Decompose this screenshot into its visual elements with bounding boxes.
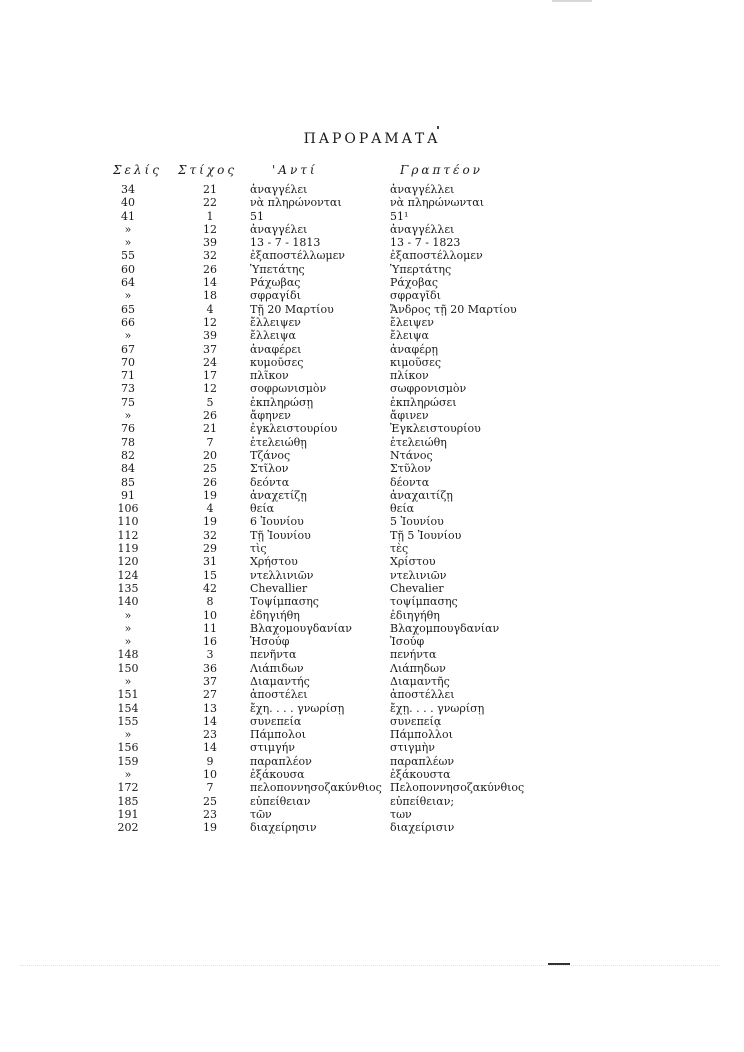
page-number: 65 bbox=[121, 302, 135, 316]
correct-text: Ντάνος bbox=[390, 448, 433, 462]
correct-text: Τῇ 5 Ἰουνίου bbox=[390, 528, 462, 542]
incorrect-text: συνεπεία bbox=[250, 714, 302, 728]
line-number: 19 bbox=[203, 488, 217, 502]
page-number: 76 bbox=[121, 422, 135, 436]
line-number: 15 bbox=[203, 568, 217, 582]
page-number: » bbox=[124, 289, 132, 303]
correct-text: συνεπείᾳ bbox=[390, 714, 442, 728]
incorrect-text: σοφρωνισμὸν bbox=[250, 382, 327, 396]
errata-row bbox=[0, 795, 744, 808]
header-page: Σελίς bbox=[113, 163, 162, 177]
errata-row bbox=[0, 515, 744, 528]
line-number: 9 bbox=[206, 754, 214, 768]
line-number: 25 bbox=[203, 462, 217, 476]
line-number: 32 bbox=[203, 528, 217, 542]
page-number: 91 bbox=[121, 488, 135, 502]
correct-text: ἄφινεν bbox=[390, 409, 429, 423]
incorrect-text: Chevallier bbox=[250, 581, 308, 595]
correct-text: εὐπείθειαν; bbox=[390, 794, 455, 808]
errata-row bbox=[0, 688, 744, 701]
line-number: 23 bbox=[203, 728, 217, 742]
page-number: 124 bbox=[117, 568, 139, 582]
incorrect-text: Λιάπιδων bbox=[250, 661, 304, 675]
line-number: 24 bbox=[203, 355, 217, 369]
correct-text: σφραγῖδι bbox=[390, 289, 441, 303]
page-number: 60 bbox=[121, 262, 135, 276]
page-number: 84 bbox=[121, 462, 135, 476]
incorrect-text: τὶς bbox=[250, 542, 267, 556]
line-number: 3 bbox=[206, 648, 214, 662]
incorrect-text: Ράχωβας bbox=[250, 276, 301, 290]
line-number: 31 bbox=[203, 555, 217, 569]
page-number: » bbox=[124, 222, 132, 236]
correct-text: Βλαχομπουγδανίαν bbox=[390, 621, 500, 635]
page-number: 156 bbox=[117, 741, 139, 755]
line-number: 26 bbox=[203, 409, 217, 423]
correct-text: Chevalier bbox=[390, 581, 444, 595]
line-number: 12 bbox=[203, 222, 217, 236]
line-number: 23 bbox=[203, 807, 217, 821]
correct-text: Ἰσούφ bbox=[390, 635, 425, 649]
scan-mark-top bbox=[552, 0, 592, 2]
line-number: 17 bbox=[203, 369, 217, 383]
errata-row bbox=[0, 582, 744, 595]
correct-text: Ἐγκλειστουρίου bbox=[390, 422, 481, 436]
errata-row bbox=[0, 715, 744, 728]
errata-row bbox=[0, 781, 744, 794]
incorrect-text: ἔχη. . . . γνωρίσῃ bbox=[250, 701, 345, 715]
correct-text: κιμοῦσες bbox=[390, 355, 442, 369]
errata-row bbox=[0, 422, 744, 435]
incorrect-text: Ἡσούφ bbox=[250, 635, 290, 649]
page-number: 140 bbox=[117, 595, 139, 609]
line-number: 21 bbox=[203, 183, 217, 196]
line-number: 19 bbox=[203, 515, 217, 529]
errata-row bbox=[0, 409, 744, 422]
incorrect-text: Τῇ 20 Μαρτίου bbox=[250, 302, 334, 316]
correct-text: Πελοποννησοζακύνθιος bbox=[390, 781, 525, 795]
page-number: 71 bbox=[121, 369, 135, 383]
incorrect-text: διαχείρησιν bbox=[250, 821, 317, 835]
page-number: 135 bbox=[117, 581, 139, 595]
incorrect-text: Τοψίμπασης bbox=[250, 595, 319, 609]
line-number: 11 bbox=[203, 621, 217, 635]
page-number: 85 bbox=[121, 475, 135, 489]
incorrect-text: πενῆντα bbox=[250, 648, 297, 662]
line-number: 10 bbox=[203, 608, 217, 622]
incorrect-text: ἀναχετίζῃ bbox=[250, 488, 307, 502]
correct-text: ἐτελειώθη bbox=[390, 435, 447, 449]
line-number: 20 bbox=[203, 448, 217, 462]
page-number: 172 bbox=[117, 781, 139, 795]
errata-row bbox=[0, 316, 744, 329]
incorrect-text: ἐξάκουσα bbox=[250, 768, 305, 782]
incorrect-text: Τζάνος bbox=[250, 448, 291, 462]
errata-row bbox=[0, 289, 744, 302]
header-line: Στίχος bbox=[178, 163, 238, 177]
errata-row bbox=[0, 768, 744, 781]
incorrect-text: θεία bbox=[250, 502, 275, 516]
correct-text: ἐδιηγήθη bbox=[390, 608, 440, 622]
line-number: 16 bbox=[203, 635, 217, 649]
incorrect-text: ἀναγγέλει bbox=[250, 183, 308, 196]
errata-table bbox=[0, 183, 744, 835]
header-write: Γραπτέον bbox=[400, 163, 483, 177]
errata-row bbox=[0, 462, 744, 475]
errata-row bbox=[0, 303, 744, 316]
incorrect-text: Διαμαντής bbox=[250, 674, 310, 688]
errata-row bbox=[0, 675, 744, 688]
correct-text: νὰ πληρώνωνται bbox=[390, 196, 485, 210]
incorrect-text: ἀποστέλει bbox=[250, 688, 308, 702]
incorrect-text: Βλαχομουγδανίαν bbox=[250, 621, 352, 635]
incorrect-text: πλῖκον bbox=[250, 369, 289, 383]
errata-row bbox=[0, 808, 744, 821]
correct-text: ἐκπληρώσει bbox=[390, 395, 457, 409]
incorrect-text: τῶν bbox=[250, 807, 272, 821]
correct-text: τὲς bbox=[390, 542, 409, 556]
page-number: 110 bbox=[117, 515, 139, 529]
incorrect-text: ἀναγγέλει bbox=[250, 222, 308, 236]
scan-mark-bottom bbox=[548, 963, 570, 965]
page-number: 202 bbox=[117, 821, 139, 835]
incorrect-text: δεόντα bbox=[250, 475, 290, 489]
incorrect-text: Στῖλον bbox=[250, 462, 289, 476]
incorrect-text: σφραγίδι bbox=[250, 289, 301, 303]
incorrect-text: ἄφηνεν bbox=[250, 409, 291, 423]
errata-row bbox=[0, 343, 744, 356]
errata-row bbox=[0, 329, 744, 342]
correct-text: 13 - 7 - 1823 bbox=[390, 236, 461, 250]
incorrect-text: Ὑπετάτης bbox=[250, 262, 305, 276]
errata-row bbox=[0, 502, 744, 515]
line-number: 37 bbox=[203, 342, 217, 356]
line-number: 13 bbox=[203, 701, 217, 715]
correct-text: Ράχοβας bbox=[390, 276, 439, 290]
errata-row bbox=[0, 648, 744, 661]
errata-row bbox=[0, 476, 744, 489]
page-number: 106 bbox=[117, 502, 139, 516]
errata-row bbox=[0, 569, 744, 582]
correct-text: Χρίστου bbox=[390, 555, 436, 569]
errata-row bbox=[0, 449, 744, 462]
line-number: 26 bbox=[203, 475, 217, 489]
errata-row bbox=[0, 622, 744, 635]
incorrect-text: Χρήστου bbox=[250, 555, 298, 569]
correct-text: 5 Ἰουνίου bbox=[390, 515, 444, 529]
line-number: 27 bbox=[203, 688, 217, 702]
correct-text: των bbox=[390, 807, 412, 821]
page-number: 55 bbox=[121, 249, 135, 263]
errata-row bbox=[0, 236, 744, 249]
page-number: 41 bbox=[121, 209, 135, 223]
line-number: 8 bbox=[206, 595, 214, 609]
page-number: 34 bbox=[121, 183, 135, 196]
page-number: 148 bbox=[117, 648, 139, 662]
errata-row bbox=[0, 609, 744, 622]
errata-row bbox=[0, 821, 744, 834]
incorrect-text: στιμγήν bbox=[250, 741, 295, 755]
correct-text: ἔλειψεν bbox=[390, 315, 434, 329]
errata-row bbox=[0, 356, 744, 369]
errata-row bbox=[0, 662, 744, 675]
incorrect-text: ἔλλειψα bbox=[250, 329, 296, 343]
line-number: 12 bbox=[203, 315, 217, 329]
line-number: 25 bbox=[203, 794, 217, 808]
page-number: 155 bbox=[117, 714, 139, 728]
line-number: 26 bbox=[203, 262, 217, 276]
correct-text: στιγμὴν bbox=[390, 741, 435, 755]
page-number: » bbox=[124, 329, 132, 343]
line-number: 7 bbox=[206, 435, 214, 449]
line-number: 4 bbox=[206, 502, 214, 516]
line-number: 14 bbox=[203, 714, 217, 728]
page-number: 64 bbox=[121, 276, 135, 290]
errata-row bbox=[0, 210, 744, 223]
correct-text: Πάμπολλοι bbox=[390, 728, 453, 742]
correct-text: πλίκον bbox=[390, 369, 429, 383]
incorrect-text: νὰ πληρώνονται bbox=[250, 196, 342, 210]
page-number: 66 bbox=[121, 315, 135, 329]
incorrect-text: ντελλινιῶν bbox=[250, 568, 314, 582]
page-number: 112 bbox=[117, 528, 139, 542]
line-number: 7 bbox=[206, 781, 214, 795]
page-number: 191 bbox=[117, 807, 139, 821]
incorrect-text: ἀναφέρει bbox=[250, 342, 302, 356]
page-number: 151 bbox=[117, 688, 139, 702]
correct-text: Διαμαντῆς bbox=[390, 674, 450, 688]
correct-text: πενήντα bbox=[390, 648, 437, 662]
errata-row bbox=[0, 595, 744, 608]
correct-text: 51¹ bbox=[390, 209, 409, 223]
page-number: 159 bbox=[117, 754, 139, 768]
incorrect-text: παραπλέον bbox=[250, 754, 312, 768]
incorrect-text: Τῇ Ἰουνίου bbox=[250, 528, 311, 542]
page-number: » bbox=[124, 768, 132, 782]
correct-text: Ἄνδρος τῇ 20 Μαρτίου bbox=[390, 302, 517, 316]
errata-row bbox=[0, 249, 744, 262]
incorrect-text: ἐδηγιήθη bbox=[250, 608, 300, 622]
incorrect-text: εὐπείθειαν bbox=[250, 794, 311, 808]
errata-row bbox=[0, 263, 744, 276]
incorrect-text: ἐγκλειστουρίου bbox=[250, 422, 338, 436]
errata-row bbox=[0, 436, 744, 449]
correct-text: διαχείρισιν bbox=[390, 821, 455, 835]
line-number: 12 bbox=[203, 382, 217, 396]
incorrect-text: Πάμπολοι bbox=[250, 728, 306, 742]
errata-row bbox=[0, 741, 744, 754]
page-number: 150 bbox=[117, 661, 139, 675]
errata-row bbox=[0, 183, 744, 196]
page-number: » bbox=[124, 409, 132, 423]
page-number: 67 bbox=[121, 342, 135, 356]
correct-text: τοψίμπασης bbox=[390, 595, 458, 609]
correct-text: ἀναφέρῃ bbox=[390, 342, 439, 356]
page-number: » bbox=[124, 728, 132, 742]
page-number: » bbox=[124, 236, 132, 250]
line-number: 37 bbox=[203, 674, 217, 688]
line-number: 18 bbox=[203, 289, 217, 303]
errata-row bbox=[0, 276, 744, 289]
incorrect-text: ἔλλειψεν bbox=[250, 315, 301, 329]
line-number: 36 bbox=[203, 661, 217, 675]
errata-row bbox=[0, 396, 744, 409]
correct-text: παραπλέων bbox=[390, 754, 455, 768]
correct-text: Λιάπηδων bbox=[390, 661, 446, 675]
page-number: » bbox=[124, 674, 132, 688]
line-number: 32 bbox=[203, 249, 217, 263]
line-number: 21 bbox=[203, 422, 217, 436]
correct-text: Ὑπερτάτης bbox=[390, 262, 452, 276]
page-number: 185 bbox=[117, 794, 139, 808]
page-number: 82 bbox=[121, 448, 135, 462]
page-number: 70 bbox=[121, 355, 135, 369]
line-number: 1 bbox=[206, 209, 214, 223]
line-number: 42 bbox=[203, 581, 217, 595]
correct-text: ντελινιῶν bbox=[390, 568, 447, 582]
incorrect-text: πελοποννησοζακύνθιος bbox=[250, 781, 382, 795]
correct-text: δέοντα bbox=[390, 475, 430, 489]
incorrect-text: 6 Ἰουνίου bbox=[250, 515, 304, 529]
errata-row bbox=[0, 728, 744, 741]
errata-row bbox=[0, 542, 744, 555]
errata-row bbox=[0, 702, 744, 715]
errata-row bbox=[0, 223, 744, 236]
line-number: 39 bbox=[203, 236, 217, 250]
errata-row bbox=[0, 369, 744, 382]
page-number: 73 bbox=[121, 382, 135, 396]
incorrect-text: 13 - 7 - 1813 bbox=[250, 236, 321, 250]
line-number: 14 bbox=[203, 276, 217, 290]
errata-row bbox=[0, 755, 744, 768]
incorrect-text: ἐτελειώθῃ bbox=[250, 435, 307, 449]
correct-text: θεία bbox=[390, 502, 415, 516]
correct-text: ἀποστέλλει bbox=[390, 688, 455, 702]
page-number: 119 bbox=[117, 542, 139, 556]
incorrect-text: ἐξαποστέλλωμεν bbox=[250, 249, 345, 263]
errata-row bbox=[0, 196, 744, 209]
scan-specks bbox=[20, 965, 720, 967]
errata-row bbox=[0, 635, 744, 648]
errata-row bbox=[0, 489, 744, 502]
line-number: 19 bbox=[203, 821, 217, 835]
page-number: » bbox=[124, 635, 132, 649]
line-number: 5 bbox=[206, 395, 214, 409]
page-number: 75 bbox=[121, 395, 135, 409]
header-instead: 'Αντί bbox=[272, 163, 318, 177]
correct-text: ἀναγγέλλει bbox=[390, 183, 455, 196]
errata-header-row bbox=[0, 163, 744, 179]
correct-text: σωφρονισμὸν bbox=[390, 382, 467, 396]
line-number: 4 bbox=[206, 302, 214, 316]
errata-row bbox=[0, 555, 744, 568]
errata-row bbox=[0, 529, 744, 542]
line-number: 29 bbox=[203, 542, 217, 556]
line-number: 10 bbox=[203, 768, 217, 782]
page-number: 40 bbox=[121, 196, 135, 210]
line-number: 22 bbox=[203, 196, 217, 210]
page-number: 78 bbox=[121, 435, 135, 449]
incorrect-text: κυμοῦσες bbox=[250, 355, 304, 369]
page-number: 120 bbox=[117, 555, 139, 569]
correct-text: ἔχῃ. . . . γνωρίσῃ bbox=[390, 701, 485, 715]
line-number: 39 bbox=[203, 329, 217, 343]
incorrect-text: 51 bbox=[250, 209, 264, 223]
ink-speck bbox=[437, 126, 439, 129]
page-number: » bbox=[124, 608, 132, 622]
correct-text: ἀναχαιτίζῃ bbox=[390, 488, 453, 502]
correct-text: ἐξάκουστα bbox=[390, 768, 451, 782]
page-title: ΠΑΡΟΡΑΜΑΤΑ bbox=[303, 131, 441, 147]
correct-text: Στῦλον bbox=[390, 462, 431, 476]
incorrect-text: ἐκπληρώσῃ bbox=[250, 395, 314, 409]
correct-text: ἐξαποστέλλομεν bbox=[390, 249, 483, 263]
page-number: 154 bbox=[117, 701, 139, 715]
page-number: » bbox=[124, 621, 132, 635]
correct-text: ἔλειψα bbox=[390, 329, 429, 343]
line-number: 14 bbox=[203, 741, 217, 755]
correct-text: ἀναγγέλλει bbox=[390, 222, 455, 236]
errata-row bbox=[0, 382, 744, 395]
